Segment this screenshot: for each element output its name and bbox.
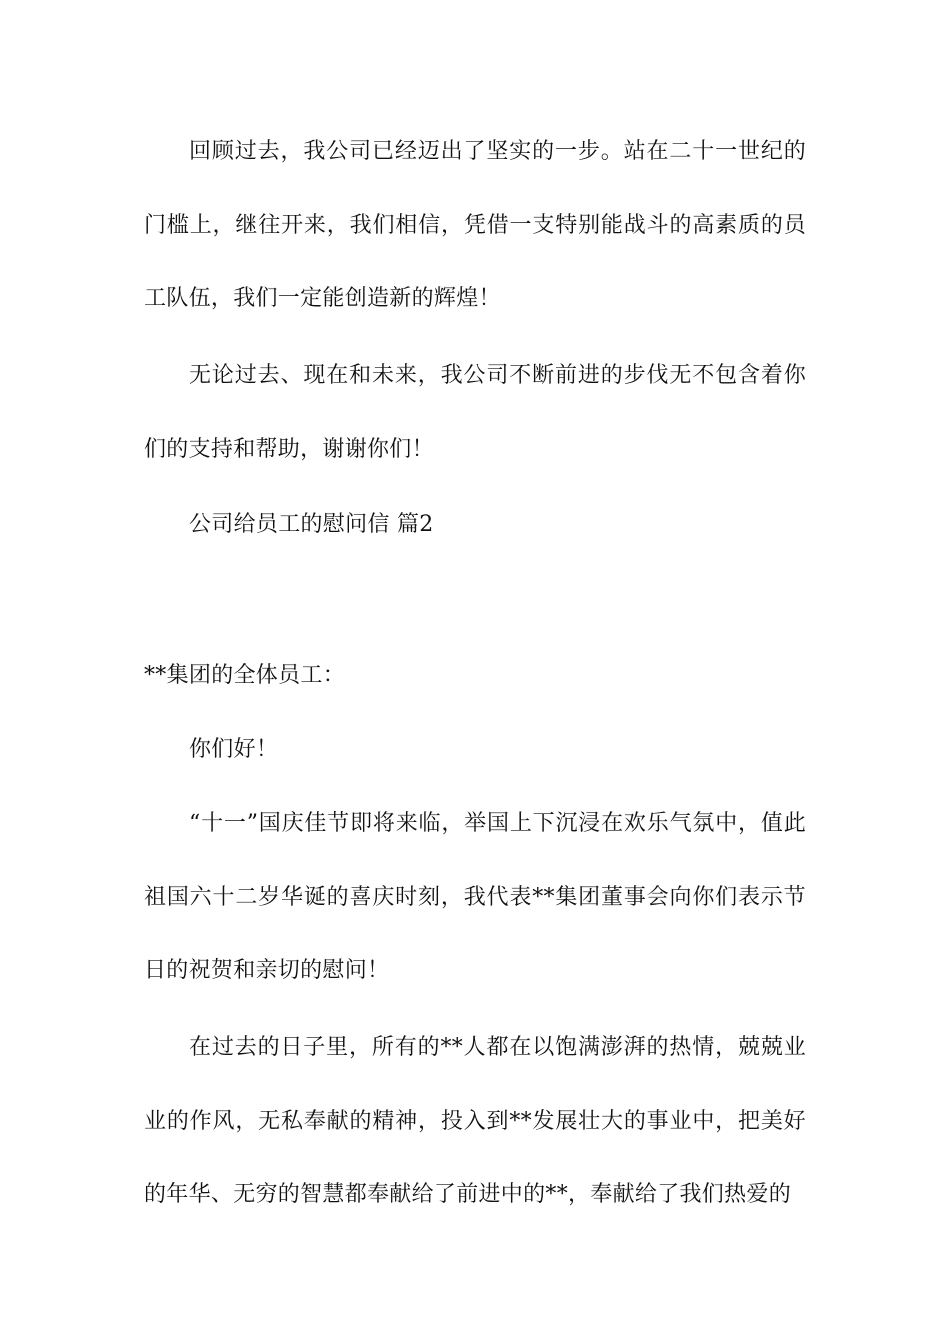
salutation: **集团的全体员工： [144, 663, 346, 688]
paragraph-national-day: “十一”国庆佳节即将来临，举国上下沉浸在欢乐气氛中，值此祖国六十二岁华诞的喜庆时刻，我代表**集团董事会向你们表示节日的祝贺和亲切的慰问！ [144, 811, 806, 983]
section-heading: 公司给员工的慰问信 篇2 [189, 512, 434, 537]
paragraph-past-days: 在过去的日子里，所有的**人都在以饱满澎湃的热情，兢兢业业的作风，无私奉献的精神，投入到**发展壮大的事业中，把美好的年华、无穷的智慧都奉献给了前进中的**，奉献给了我们热爱的 [144, 1035, 806, 1207]
paragraph-review: 回顾过去，我公司已经迈出了坚实的一步。站在二十一世纪的门槛上，继往开来，我们相信，凭借一支特别能战斗的高素质的员工队伍，我们一定能创造新的辉煌！ [144, 139, 806, 311]
greeting: 你们好！ [189, 737, 279, 762]
paragraph-gratitude: 无论过去、现在和未来，我公司不断前进的步伐无不包含着你们的支持和帮助，谢谢你们！ [144, 363, 806, 462]
